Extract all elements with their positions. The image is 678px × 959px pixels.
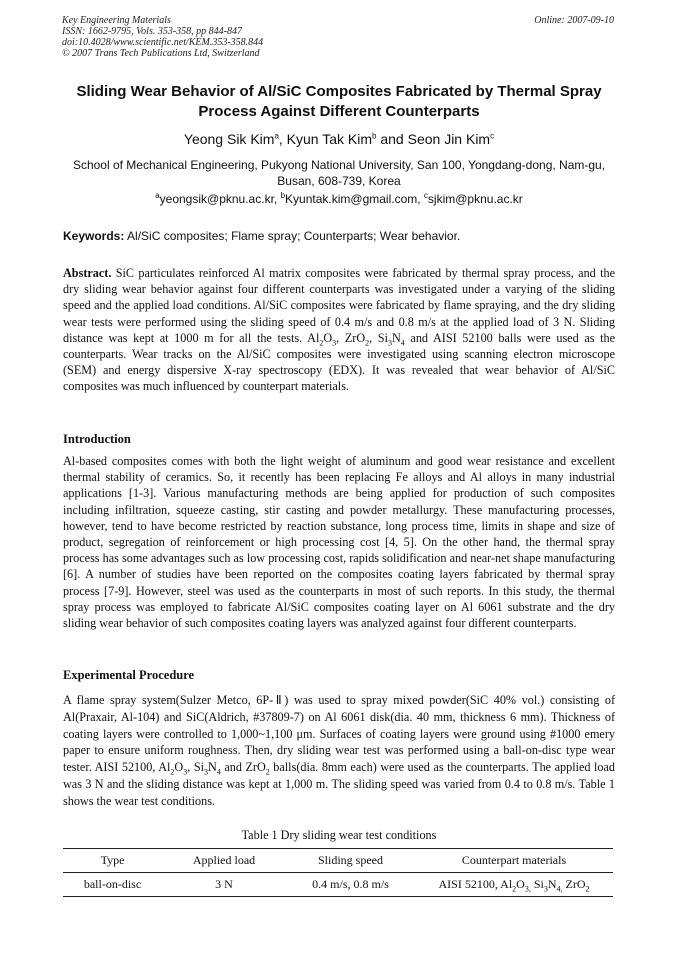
subscript: 2 [265,767,270,777]
experimental-text: and ZrO [220,760,266,775]
cell-text: N [547,877,557,891]
cell-text: Si [530,877,544,891]
abstract-text: and AISI 52100 balls were used as the counterparts. Wear tracks on the Al/SiC composites were investigated using scanning electron microscope (SEM) and energy dispersive X-ray spectroscopy (EDX). It was revealed that wear behavior of Al/SiC composites was much influenced by counterpart materials. [63,330,615,394]
experimental-text: N [207,760,217,775]
online-date: Online: 2007-09-10 [534,15,614,26]
cell-text: AISI 52100, Al [438,877,513,891]
author-mark: c [490,131,495,141]
subscript: 2 [512,884,517,894]
table-cell: 3 N [162,873,286,897]
subscript: 3 [387,338,392,348]
keywords [63,229,615,243]
experimental-text: balls(dia. 8mm each) were used as the counterparts. The applied load was 3 N and the sliding distance was kept at 1,000 m. The sliding speed was varied from 0.4 to 0.8 m/s. Table 1 shows the wear test conditions. [63,760,615,808]
introduction-text: Al-based composites comes with both the light weight of aluminum and good wear resistance and excellent thermal stability of ceramics. So, it recently has been replacing Fe alloys and Al alloys in many industrial applications [1-3]. Various manufacturing methods are being applied for production of such composites including infiltration, squeeze casting, stir casting and powder metallurgy. These manufacturing processes, however, tend to have become restricted by reaction substance, long process time, limits in shape and size of product, segregation of reinforcement or high processing cost [4, 5]. On the other hand, the thermal spray process has some advantages such as low processing cost, rapids solidification and near-net shape manufacturing [6]. A number of studies have been reported on the composites coating layers fabricated by thermal spray process [7-9]. However, steel was used as the counterparts in most of such reports. In this study, the thermal spray process was employed to fabricate Al/SiC composites coating layer on Al 6061 substrate and the dry sliding wear behavior of such composites coating layers was analyzed against four different counterparts. [63,454,615,631]
author-separator: and [376,131,408,147]
experimental-text: O [174,760,184,775]
subscript: 2 [170,767,175,777]
subscript: 3 [183,767,188,777]
abstract-text: O [323,330,333,345]
abstract-text: , Si [369,330,388,345]
journal-issn: ISSN: 1662-9795, Vols. 353-358, pp 844-847 [62,26,242,37]
abstract-text: , ZrO [336,330,366,345]
table-header-cell: Applied load [162,849,286,873]
author-name: Seon Jin Kim [407,131,491,147]
author-mark: a [274,131,279,141]
email-mark: a [155,191,160,200]
email-list [60,192,618,206]
abstract-text: N [391,330,401,345]
author-name: Kyun Tak Kim [286,131,373,147]
abstract-label: Abstract. [63,266,112,280]
email-mark: b [280,191,286,200]
table-header-row [63,849,613,873]
email-mark: c [423,191,428,200]
subscript: 3 [543,884,548,894]
affiliation: School of Mechanical Engineering, Pukyong National University, San 100, Yongdang-dong, Nam-gu, Busan, 608-739, Korea [72,158,606,188]
table-cell [415,873,613,897]
subscript: 3 [203,767,208,777]
subscript: 2 [319,338,324,348]
table-header-cell: Sliding speed [286,849,415,873]
paper-title: Sliding Wear Behavior of Al/SiC Composites Fabricated by Thermal Spray Process Against Different Counterparts [76,83,602,120]
abstract [63,265,615,395]
experimental-text: A flame spray system(Sulzer Metco, 6P-Ⅱ) was used to spray mixed powder(SiC 40% vol.) consisting of Al(Praxair, Al-104) and SiC(Aldrich, #37809-7) on Al 6061 disk(dia. 40 mm, thickness 6 mm). Thickness of coating layers were controlled to 1,000~1,100 μm. Surfaces of coating layers were ground using #1000 emery paper to ensure uniform roughness. Then, dry sliding wear test was performed using a ball-on-disc type wear tester. AISI 52100, Al [63,693,615,775]
experimental-heading: Experimental Procedure [63,668,195,682]
author-mark: b [372,131,377,141]
author-name: Yeong Sik Kim [183,131,275,147]
subscript: 2 [365,338,370,348]
author-separator: , [278,131,287,147]
subscript: 4 [216,767,221,777]
keywords-label: Keywords: [63,229,125,243]
introduction-heading: Introduction [63,432,131,446]
cell-text: O [516,877,525,891]
author-list [60,131,618,147]
table-header-cell: Counterpart materials [415,849,613,873]
table-cell: ball-on-disc [63,873,162,897]
subscript: 2 [585,884,590,894]
subscript: 3 [332,338,337,348]
email-address[interactable]: yeongsik@pknu.ac.kr, [159,192,281,206]
cell-text: ZrO [562,877,586,891]
journal-copyright: © 2007 Trans Tech Publications Ltd, Switzerland [62,48,260,59]
journal-doi: doi:10.4028/www.scientific.net/KEM.353-358.844 [62,37,264,48]
experimental-paragraph [63,692,615,810]
table-row [63,873,613,897]
subscript: 4, [556,884,563,894]
email-address[interactable]: Kyuntak.kim@gmail.com, [285,192,424,206]
subscript: 4 [400,338,405,348]
journal-header [62,15,263,59]
email-address[interactable]: sjkim@pknu.ac.kr [427,192,523,206]
table-cell: 0.4 m/s, 0.8 m/s [286,873,415,897]
table-header-cell: Type [63,849,162,873]
journal-name: Key Engineering Materials [62,15,171,26]
table-caption: Table 1 Dry sliding wear test conditions [241,828,437,842]
subscript: 3, [524,884,531,894]
abstract-text: SiC particulates reinforced Al matrix composites were fabricated by thermal spray process, and the dry sliding wear behavior against four different counterparts was investigated under a varying of the sliding speed and the applied load conditions. Al/SiC composites were fabricated by flame spraying, and the dry sliding wear tests were performed using the sliding speed of 0.4 m/s and 0.8 m/s at the applied load of 3 N. Sliding distance was kept at 1000 m for all the tests. Al [63,266,615,345]
keywords-text: Al/SiC composites; Flame spray; Counterparts; Wear behavior. [124,229,461,243]
wear-test-table [63,848,613,897]
experimental-text: , Si [187,760,204,775]
